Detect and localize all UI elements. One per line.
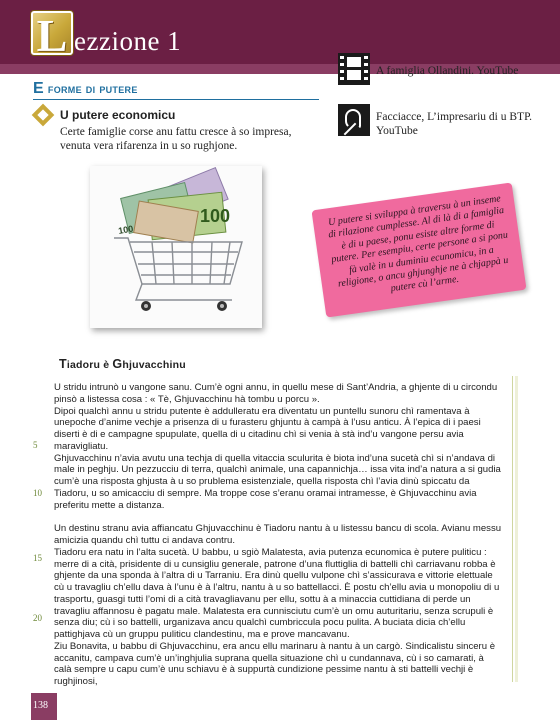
reading-paragraph: U stridu intrunò u vangone sanu. Cum’è ogni annu, in quellu mese di Sant’Andria, a ghjente di u circondu pinsò a listessa cosa : « Tè, Ghjuvacchinu hà tombu u porcu ». — [54, 382, 498, 405]
bullet-diamond-icon — [32, 104, 55, 127]
reading-title — [59, 357, 186, 371]
reading-paragraph: Ghjuvacchinu n’avia avutu una techja di quella vitaccia sculurita è biota ind’una sucetà chì si n’andava di male in peghju. Un pezzucciu di terra, qualchì animale, una capannichja… issa vita ind’a natura a si gudia cum’è una risposta ghjusta à u so prublema esistenziale, quella risposta chì l’avia dinù spiccatu da Tiadoru, u so amicacciu di sempre. Ma troppe cose s’eranu oramai intramesse, è Ghjuvacchinu avia preferitu mette a distanza. — [54, 452, 501, 511]
cart-with-euros-image — [90, 166, 262, 328]
banknote-label-left: 100 — [117, 223, 135, 236]
lesson-badge — [31, 10, 73, 61]
reading-text — [54, 382, 504, 688]
reading-paragraph: Dipoi qualchì annu u stridu putente è addulleratu era diventatu un puntellu sunoru chì ramentava à unepoche d’anime vechje a prisenza di u furasteru ghjuntu à campà à l’usu anticu. À l’epica di i paesi diserti è di e campagne spupulate, quella di u citadinu chì si venia à stà ind’u vangone persu avia maravigliatu. — [54, 405, 481, 452]
pink-note-text: U putere si sviluppa à traversu à un inseme di rilazione cumplesse. Al di là di a famiglia è di u paese, ponu esiste altre forme di putere. Per esempiu, certe persone a si ponu fà valè in u duminiu ecunomicu, in a religione, o ancu ghjunghje ne à chjappà u putere cù l’arme. — [327, 193, 509, 295]
page-number: 138 — [33, 700, 48, 711]
banknote-value: 100 — [200, 206, 231, 226]
badge-letter: L — [36, 10, 68, 61]
pink-note — [311, 182, 526, 317]
reading-title-rest1: iadoru è — [66, 359, 113, 371]
reading-paragraph: Un destinu stranu avia affiancatu Ghjuvacchinu è Tiadoru nantu à u listessu bancu di scola. Avianu messu amicizia quandu chì tuttu ci andava contru. — [54, 523, 502, 546]
reading-title-rest2: hjuvacchinu — [122, 359, 186, 371]
section-title — [33, 80, 138, 98]
section-title-cap: E — [33, 80, 44, 97]
line-number: 15 — [33, 553, 42, 563]
subsection-heading: U putere economicu — [60, 108, 176, 122]
subsection-text: Certe famiglie corse anu fattu cresce à so impresa, venuta vera rifarenza in u so rughjone. — [60, 126, 292, 152]
line-number: 10 — [33, 488, 42, 498]
section-divider — [33, 99, 319, 100]
hearing-icon — [338, 104, 370, 136]
lesson-title: ezzione 1 — [74, 26, 182, 56]
reading-title-cap2: G — [112, 357, 123, 371]
line-number: 5 — [33, 440, 38, 450]
reading-paragraph: Tiadoru era natu in l’alta sucetà. U babbu, u sgiò Malatesta, avia putenza ecunomica è putere puliticu : merre di a cità, prisidente di u cunsigliu generale, patrone d’una fluttiglia di battelli chì carriavanu robba è ghjente da una sponda à l’altra di u Tarraniu. Era dinù quellu vulpone chì s’assicurava e vittorie elettuale cù u travagliu ch’ellu dava à l’unu è à l’altru, nantu à u so battellacci. È postu ch’ellu avia u monopoliu di u trasportu, guasgi tutti l’omi di a cità travagliavanu per ellu, sottu à a minaccia cuttidiana di perde un travagliu affannosu è pagatu male. Malatesta era cunnisciutu cum’è un omu auturitariu, senza scrupuli è senza diu; cù i so battelli, urganizava ancu qualchì cumbriccula pocu pulita. A buciata dicia ch’ellu pattighjava cù un gruppu puliticu clandestinu, ma e prove mancavanu. — [54, 546, 500, 640]
section-title-rest: forme di putere — [43, 81, 138, 96]
reading-side-band — [515, 376, 518, 682]
media-ref-audio-text: Facciacce, L’impresariu di u BTP. YouTube — [376, 111, 533, 137]
media-ref-video-text: A famiglia Ollandini. YouTube — [376, 65, 519, 77]
line-number: 20 — [33, 613, 42, 623]
reading-side-rule — [512, 376, 513, 682]
film-icon — [338, 53, 370, 85]
reading-paragraph: Ziu Bonavita, u babbu di Ghjuvacchinu, era ancu ellu marinaru à nantu à un cargò. Sindicalistu sinceru è accanitu, campava cum’è un’inghjulia suprana quella situazione chì u cundannava, cù i so camarati, à calà sempre u capu cum’è unu schiavu è à suppurtà cundizione pessime nantu à sti battelli vechji è rughjinosi, — [54, 640, 496, 687]
reading-title-cap1: T — [59, 357, 67, 371]
